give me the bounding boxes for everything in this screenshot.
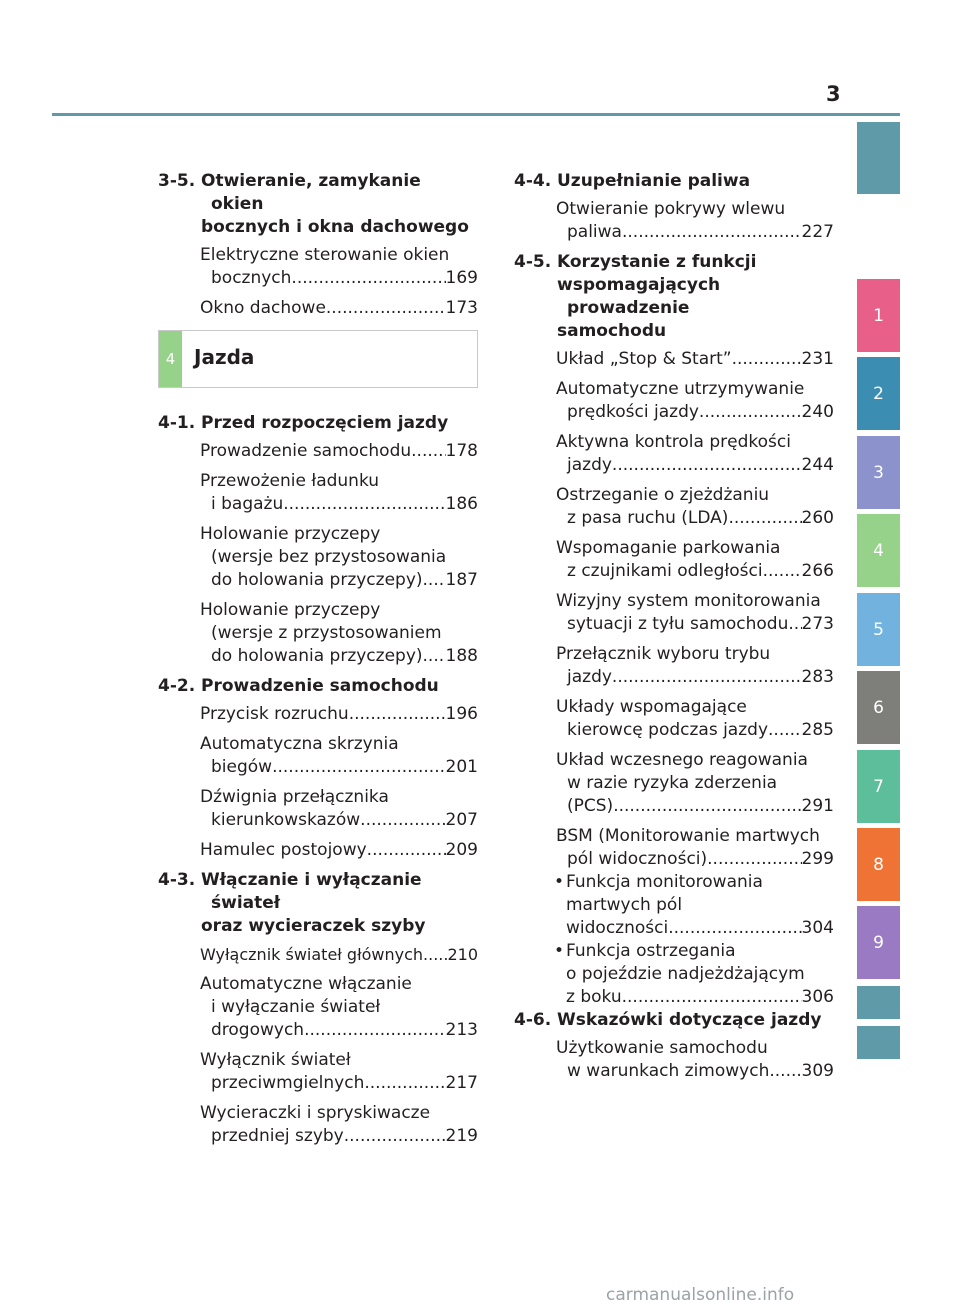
page-ref: 285 [801,720,834,740]
section-number: 4-3. [158,870,196,890]
entry-text: Przycisk rozruchu [200,704,349,724]
page-ref: 217 [445,1073,478,1093]
entry-text: Otwieranie pokrywy wlewu [556,199,786,219]
dot-leader [364,1072,445,1095]
toc-entry[interactable] [158,244,478,290]
entry-text: z pasa ruchu (LDA) [567,508,729,528]
chapter-title: Jazda [194,345,255,369]
chapter-tab-3[interactable]: 3 [857,436,900,509]
page-ref: 291 [801,796,834,816]
dot-leader [272,756,445,779]
entry-text: Układ „Stop & Start” [556,349,732,369]
toc-entry[interactable] [158,1102,478,1148]
page-ref: 273 [801,614,834,634]
page-ref: 169 [445,268,478,288]
entry-text: Włączanie i wyłączanie świateł [201,870,422,913]
entry-text: Przełącznik wyboru trybu [556,644,771,664]
toc-entry[interactable] [514,348,834,371]
dot-leader [788,613,801,636]
entry-text: bocznych [211,268,292,288]
page-ref: 266 [801,561,834,581]
page-ref: 173 [445,298,478,318]
chapter-tab-5[interactable]: 5 [857,593,900,666]
section-heading [514,251,834,343]
entry-text: Okno dachowe [200,298,326,318]
page-ref: 227 [801,222,834,242]
page-ref: 309 [801,1061,834,1081]
chapter-tab[interactable] [857,1026,900,1059]
toc-entry[interactable] [158,943,478,966]
page-ref: 306 [801,987,834,1007]
entry-text: Przewożenie ładunku [200,471,380,491]
section-number: 4-4. [514,171,552,191]
entry-text: pól widoczności) [567,849,708,869]
page-ref: 240 [801,402,834,422]
page-ref: 207 [445,810,478,830]
chapter-tab-2[interactable]: 2 [857,357,900,430]
dot-leader [304,1019,445,1042]
section-heading [514,1009,834,1032]
entry-text: widoczności [566,918,669,938]
section-heading [158,170,478,239]
entry-text: Korzystanie z funkcji [557,252,757,272]
entry-text: i wyłączanie świateł [211,997,381,1017]
section-heading [158,675,478,698]
page-ref: 178 [445,441,478,461]
entry-text: Uzupełnianie paliwa [557,171,751,191]
entry-text: samochodu [557,321,667,341]
entry-text: martwych pól [566,895,683,915]
toc-entry[interactable] [158,703,478,726]
entry-text: BSM (Monitorowanie martwych [556,826,820,846]
entry-text: Otwieranie, zamykanie okien [201,171,421,214]
entry-text: przedniej szyby [211,1126,344,1146]
chapter-tabs [857,0,900,1313]
toc-entry[interactable] [514,537,834,583]
toc-right-column [514,170,834,1090]
dot-leader [423,943,447,966]
toc-entry[interactable] [158,523,478,592]
dot-leader [360,809,445,832]
toc-entry[interactable] [514,696,834,742]
dot-leader [349,703,446,726]
toc-entry[interactable] [514,378,834,424]
entry-text: bocznych i okna dachowego [201,217,469,237]
entry-text: paliwa [567,222,622,242]
entry-text: z boku [566,987,622,1007]
dot-leader [612,666,802,689]
entry-text: jazdy [567,455,612,475]
toc-subentry[interactable] [514,871,834,940]
page-ref: 210 [447,945,478,964]
entry-text: wspomagających prowadzenie [557,275,721,318]
dot-leader [367,839,446,862]
dot-leader [668,917,801,940]
entry-text: Aktywna kontrola prędkości [556,432,791,452]
section-number: 4-6. [514,1010,552,1030]
section-number: 4-5. [514,252,552,272]
entry-text: Układ wczesnego reagowania [556,750,808,770]
dot-leader [699,401,802,424]
entry-text: Wskazówki dotyczące jazdy [557,1010,822,1030]
entry-text: Dźwignia przełącznika [200,787,389,807]
entry-text: Automatyczne włączanie [200,974,412,994]
section-heading [158,412,478,435]
toc-entry[interactable] [514,825,834,871]
entry-text: Ostrzeganie o zjeżdżaniu [556,485,770,505]
page-ref: 186 [445,494,478,514]
entry-text: kierowcę podczas jazdy [567,720,769,740]
chapter-tab-8[interactable]: 8 [857,828,900,901]
page-ref: 209 [445,840,478,860]
dot-leader [291,267,445,290]
dot-leader [728,507,801,530]
page-ref: 188 [445,646,478,666]
entry-text: Układy wspomagające [556,697,747,717]
entry-text: sytuacji z tyłu samochodu [567,614,789,634]
dot-leader [423,645,446,668]
entry-text: (wersje z przystosowaniem [211,623,442,643]
entry-text: Wyłącznik świateł głównych [200,945,424,964]
page-ref: 201 [445,757,478,777]
page-ref: 219 [445,1126,478,1146]
entry-text: prędkości jazdy [567,402,699,422]
entry-text: Prowadzenie samochodu [200,441,412,461]
page-ref: 304 [801,918,834,938]
section-number: 4-2. [158,676,196,696]
toc-entry[interactable] [514,1037,834,1083]
entry-text: Automatyczna skrzynia [200,734,399,754]
entry-text: oraz wycieraczek szyby [201,916,426,936]
toc-subentry[interactable] [514,940,834,1009]
section-heading [158,869,478,938]
dot-leader [612,454,802,477]
entry-text: kierunkowskazów [211,810,361,830]
toc-entry[interactable] [514,749,834,818]
page-ref: 213 [445,1020,478,1040]
dot-leader [411,440,445,463]
dot-leader [326,297,446,320]
header-rule [52,113,900,116]
entry-text: i bagażu [211,494,284,514]
toc-entry[interactable] [514,198,834,244]
toc-entry[interactable] [514,431,834,477]
entry-text: Wycieraczki i spryskiwacze [200,1103,431,1123]
toc-entry[interactable] [158,786,478,832]
dot-leader [707,848,801,871]
entry-text: Przed rozpoczęciem jazdy [201,413,449,433]
toc-entry[interactable] [158,440,478,463]
entry-text: Holowanie przyczepy [200,524,381,544]
dot-leader [768,719,802,742]
entry-text: biegów [211,757,273,777]
entry-text: (wersje bez przystosowania [211,547,447,567]
page-ref: 196 [445,704,478,724]
entry-text: Wizyjny system monitorowania [556,591,821,611]
entry-text: przeciwmgielnych [211,1073,365,1093]
chapter-tab-6[interactable]: 6 [857,671,900,744]
toc-entry[interactable] [158,839,478,862]
entry-text: do holowania przyczepy) [211,570,423,590]
entry-text: jazdy [567,667,612,687]
toc-left-column [158,170,478,1155]
entry-text: z czujnikami odległości [567,561,763,581]
chapter-tab[interactable] [857,986,900,1019]
entry-text: Automatyczne utrzymywanie [556,379,805,399]
toc-entry[interactable] [158,599,478,668]
chapter-tab-1[interactable]: 1 [857,279,900,352]
chapter-badge: 4 [159,331,182,387]
entry-text: o pojeździe nadjeżdżającym [566,964,805,984]
dot-leader [622,221,802,244]
page-ref: 244 [801,455,834,475]
toc-entry[interactable] [158,1049,478,1095]
entry-text: Wyłącznik świateł [200,1050,351,1070]
entry-text: drogowych [211,1020,305,1040]
entry-text: w razie ryzyka zderzenia [567,773,778,793]
entry-text: Prowadzenie samochodu [201,676,439,696]
entry-text: Hamulec postojowy [200,840,367,860]
section-number: 4-1. [158,413,196,433]
dot-leader [622,986,802,1009]
dot-leader [344,1125,446,1148]
dot-leader [423,569,446,592]
dot-leader [283,493,445,516]
dot-leader [732,348,802,371]
page-number: 3 [826,82,841,106]
page-ref: 260 [801,508,834,528]
entry-text: Holowanie przyczepy [200,600,381,620]
page-ref: 187 [445,570,478,590]
toc-entry[interactable] [158,470,478,516]
page-ref: 231 [801,349,834,369]
dot-leader [763,560,802,583]
chapter-tab-7[interactable]: 7 [857,750,900,823]
section-number: 3-5. [158,171,196,191]
watermark: carmanualsonline.info [606,1285,795,1305]
section-heading [514,170,834,193]
entry-text: Elektryczne sterowanie okien [200,245,450,265]
toc-entry[interactable] [158,733,478,779]
page-ref: 299 [801,849,834,869]
toc-entry[interactable] [514,590,834,636]
dot-leader [769,1060,801,1083]
entry-text: • Funkcja ostrzegania [566,941,736,961]
entry-text: • Funkcja monitorowania [566,872,763,892]
entry-text: Wspomaganie parkowania [556,538,781,558]
page-ref: 283 [801,667,834,687]
dot-leader [613,795,801,818]
entry-text: w warunkach zimowych [567,1061,770,1081]
entry-text: (PCS) [567,796,614,816]
toc-entry[interactable] [514,643,834,689]
chapter-tab-4[interactable]: 4 [857,514,900,587]
toc-entry[interactable] [514,484,834,530]
chapter-tab-9[interactable]: 9 [857,906,900,979]
entry-text: do holowania przyczepy) [211,646,423,666]
toc-entry[interactable] [158,973,478,1042]
chapter-tab[interactable] [857,122,900,194]
entry-text: Użytkowanie samochodu [556,1038,768,1058]
chapter-heading [158,330,478,388]
toc-entry[interactable] [158,297,478,320]
